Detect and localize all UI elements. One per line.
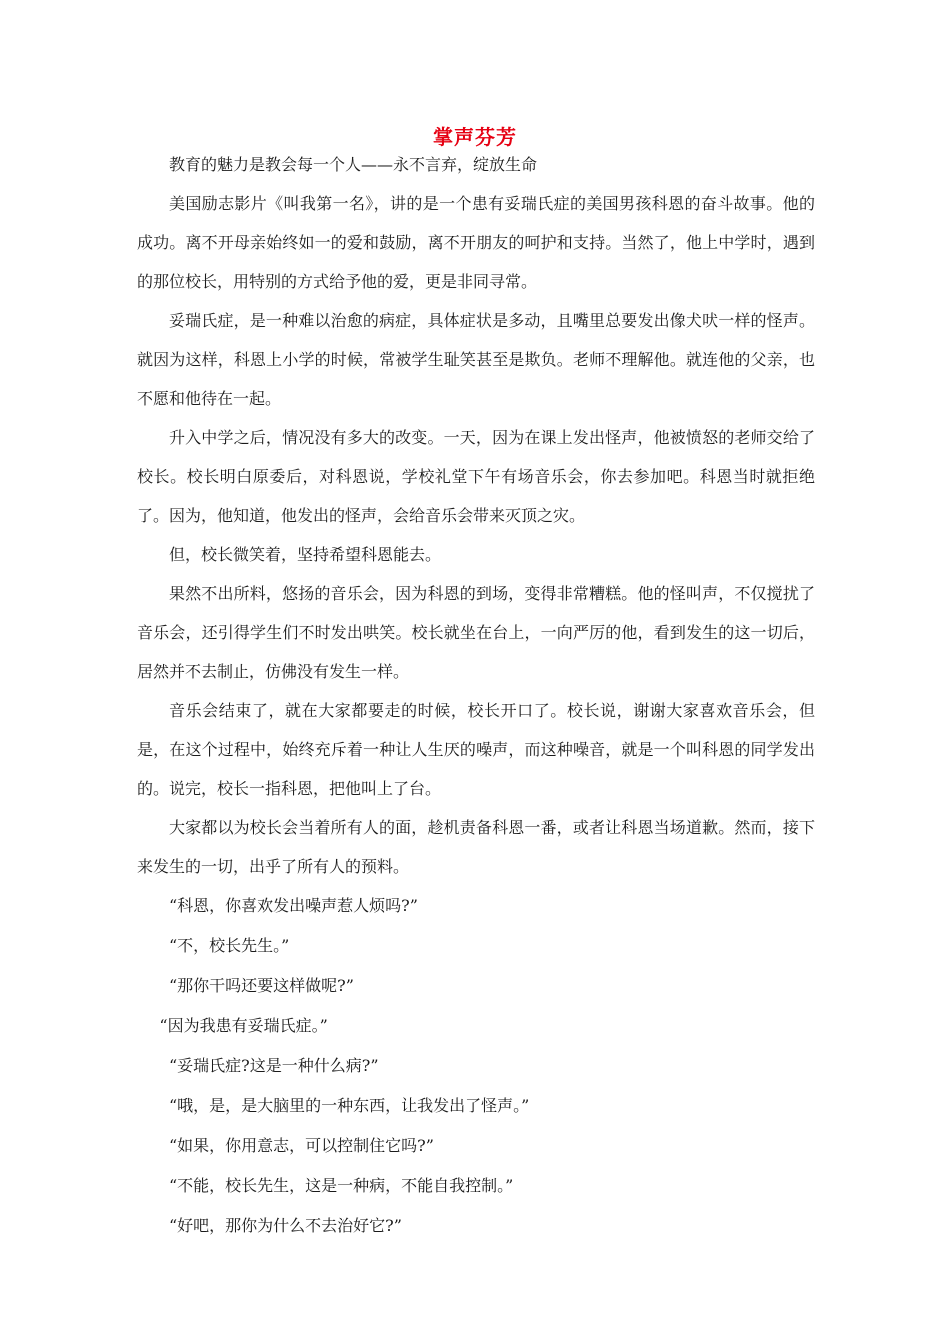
dialogue-line: “不，校长先生。” [169, 936, 290, 955]
dialogue-line: “妥瑞氏症?这是一种什么病?” [169, 1056, 379, 1075]
dialogue-line: “科恩，你喜欢发出噪声惹人烦吗?” [169, 896, 418, 915]
dialogue-line: “哦，是，是大脑里的一种东西，让我发出了怪声。” [169, 1096, 530, 1115]
dialogue-line: “那你干吗还要这样做呢?” [169, 976, 354, 995]
paragraph: 美国励志影片《叫我第一名》，讲的是一个患有妥瑞氏症的美国男孩科恩的奋斗故事。他的成功。离不开母亲始终如一的爱和鼓励，离不开朋友的呵护和支持。当然了，他上中学时，遇到的那位校长，用特别的方式给予他的爱，更是非同寻常。 [137, 194, 815, 291]
dialogue-line: “如果，你用意志，可以控制住它吗?” [169, 1136, 434, 1155]
paragraph: 大家都以为校长会当着所有人的面，趁机责备科恩一番，或者让科恩当场道歉。然而，接下来发生的一切，出乎了所有人的预料。 [137, 818, 815, 876]
dialogue-line: “好吧，那你为什么不去治好它?” [169, 1216, 402, 1235]
paragraph: 但，校长微笑着，坚持希望科恩能去。 [169, 545, 442, 564]
paragraph: 音乐会结束了，就在大家都要走的时候，校长开口了。校长说，谢谢大家喜欢音乐会，但是，在这个过程中，始终充斥着一种让人生厌的噪声，而这种噪音，就是一个叫科恩的同学发出的。说完，校长一指科恩，把他叫上了台。 [137, 701, 815, 798]
document-title: 掌声芬芳 [433, 125, 517, 149]
dialogue-line: “不能，校长先生，这是一种病，不能自我控制。” [169, 1176, 514, 1195]
paragraph: 升入中学之后，情况没有多大的改变。一天，因为在课上发出怪声，他被愤怒的老师交给了校长。校长明白原委后，对科恩说，学校礼堂下午有场音乐会，你去参加吧。科恩当时就拒绝了。因为，他知道，他发出的怪声，会给音乐会带来灭顶之灾。 [137, 428, 815, 525]
paragraph: 果然不出所料，悠扬的音乐会，因为科恩的到场，变得非常糟糕。他的怪叫声，不仅搅扰了音乐会，还引得学生们不时发出哄笑。校长就坐在台上，一向严厉的他，看到发生的这一切后，居然并不去制止，仿佛没有发生一样。 [137, 584, 815, 681]
document-body [137, 150, 815, 1246]
subtitle-paragraph: 教育的魅力是教会每一个人——永不言弃，绽放生命 [169, 155, 538, 174]
paragraph: 妥瑞氏症，是一种难以治愈的病症，具体症状是多动，且嘴里总要发出像犬吠一样的怪声。就因为这样，科恩上小学的时候，常被学生耻笑甚至是欺负。老师不理解他。就连他的父亲，也不愿和他待在一起。 [137, 311, 815, 408]
dialogue-line: “因为我患有妥瑞氏症。” [159, 1016, 328, 1035]
